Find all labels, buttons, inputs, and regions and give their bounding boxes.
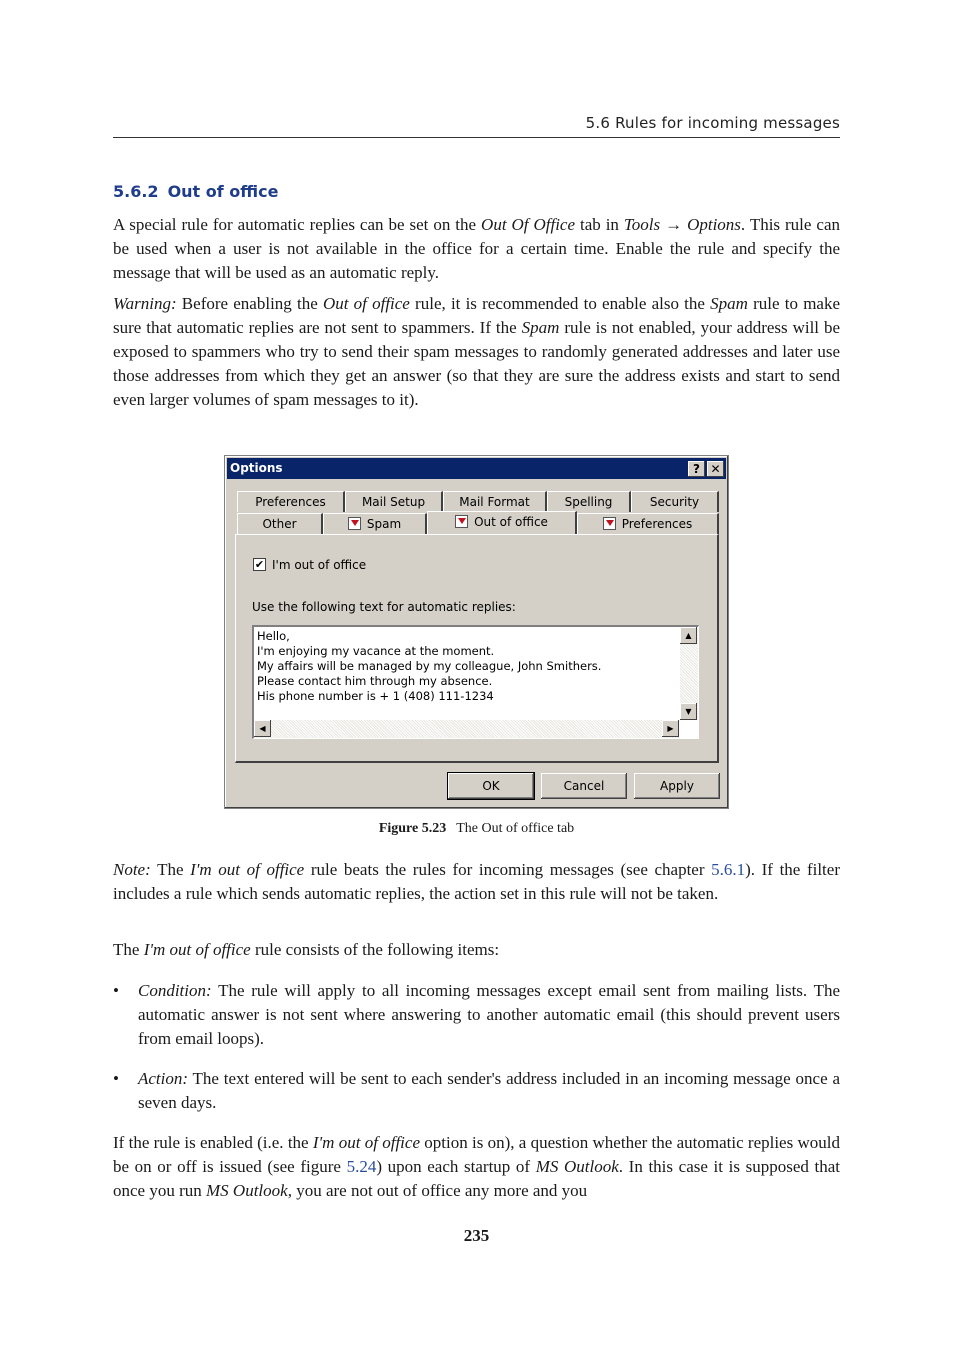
rule-name: Spam xyxy=(521,318,560,337)
scroll-left-icon[interactable]: ◀ xyxy=(254,720,271,737)
tab-label: Preferences xyxy=(621,517,693,531)
dialog-title: Options xyxy=(230,461,283,475)
tab-other[interactable]: Other xyxy=(237,513,323,534)
text: rule, it is recommended to enable also the xyxy=(409,294,711,313)
out-of-office-checkbox[interactable]: ✔ xyxy=(254,558,265,571)
figure-label: Figure 5.23 xyxy=(378,821,447,836)
tab-name: Out Of Office xyxy=(481,215,576,234)
text: ). If the filter includes a rule which sends automatic replies, the action set in this rule will not be taken. xyxy=(113,860,840,903)
item-text: The text entered will be sent to each sender's address included in an incoming message once a seven days. xyxy=(138,1069,840,1112)
reply-line: I'm enjoying my vacance at the moment. xyxy=(257,644,495,658)
reply-label: Use the following text for automatic replies: xyxy=(252,600,516,614)
section-heading xyxy=(113,182,278,201)
list-item-body xyxy=(138,1067,840,1115)
tab-preferences-2[interactable] xyxy=(577,513,719,534)
text: option is on), a question whether the automatic replies would be on or off is issued (see figure xyxy=(113,1133,841,1176)
text: , you are not out of office any more and you xyxy=(287,1181,588,1200)
help-button[interactable]: ? xyxy=(688,461,705,477)
figure-caption xyxy=(113,821,840,837)
note-label: Note: xyxy=(113,860,151,879)
tab-mail-setup[interactable]: Mail Setup xyxy=(345,491,443,512)
menu-path: Tools → Options xyxy=(623,215,741,234)
item-label: Condition: xyxy=(138,981,212,1000)
text: If the rule is enabled (i.e. the xyxy=(113,1133,313,1152)
rule-name: Spam xyxy=(710,294,748,313)
options-dialog xyxy=(224,455,729,809)
shield-icon xyxy=(455,515,468,528)
figure-link[interactable]: 5.24 xyxy=(346,1157,377,1176)
rule-name: I'm out of office xyxy=(190,860,305,879)
warning-label: Warning: xyxy=(113,294,177,313)
figure-caption-text: The Out of office tab xyxy=(456,821,575,836)
item-label: Action: xyxy=(138,1069,189,1088)
app-name: MS Outlook xyxy=(206,1181,288,1200)
paragraph-warning xyxy=(113,292,840,412)
list-item-condition xyxy=(113,979,840,1051)
app-name: MS Outlook xyxy=(535,1157,619,1176)
scroll-up-icon[interactable]: ▲ xyxy=(680,627,697,644)
text: rule consists of the following items: xyxy=(250,940,500,959)
text: The xyxy=(150,860,191,879)
horizontal-scrollbar[interactable] xyxy=(254,720,679,738)
list-item-action xyxy=(113,1067,840,1115)
text: rule beats the rules for incoming messages (see chapter xyxy=(304,860,712,879)
tab-mail-format[interactable]: Mail Format xyxy=(443,491,547,512)
header-rule xyxy=(113,137,840,138)
running-head: 5.6 Rules for incoming messages xyxy=(585,114,840,132)
section-number: 5.6.2 xyxy=(113,182,159,201)
dialog-titlebar xyxy=(227,458,726,479)
text: . In this case it is supposed that once you run xyxy=(113,1157,840,1200)
reply-line: Hello, xyxy=(257,629,290,643)
tab-spelling[interactable]: Spelling xyxy=(547,491,631,512)
page-number: 235 xyxy=(463,1226,490,1245)
close-button[interactable]: ✕ xyxy=(707,461,724,477)
scroll-down-icon[interactable]: ▼ xyxy=(680,703,697,720)
apply-button[interactable]: Apply xyxy=(634,773,720,799)
tab-preferences[interactable]: Preferences xyxy=(237,491,345,512)
text: tab in xyxy=(575,215,624,234)
tab-label: Out of office xyxy=(474,515,548,529)
text: The xyxy=(113,940,144,959)
tab-spam[interactable] xyxy=(323,513,427,534)
tab-label: Spam xyxy=(366,517,402,531)
section-title: Out of office xyxy=(167,182,279,201)
bullet-icon: • xyxy=(113,981,119,1000)
text: . This rule can be used when a user is not available in the office for a certain time. Enable the rule and specify the message that will be used as an automatic reply. xyxy=(113,215,841,282)
text: rule to make sure that automatic replies are not sent to spammers. If the xyxy=(113,294,841,337)
rule-name: I'm out of office xyxy=(143,940,251,959)
vertical-scrollbar[interactable] xyxy=(680,627,698,720)
tab-security[interactable]: Security xyxy=(631,491,719,512)
ok-button[interactable]: OK xyxy=(448,773,534,799)
text: rule is not enabled, your address will be exposed to spammers who try to send their spam messages to randomly generated addresses and later use those addresses from which they get an answer (so that they are sure the address exists and start to send even larger volumes of spam messages to it). xyxy=(113,318,840,409)
bullet-icon: • xyxy=(113,1069,119,1088)
shield-icon xyxy=(603,517,616,530)
item-text: The rule will apply to all incoming messages except email sent from mailing lists. The automatic answer is not sent where answering to another automatic email (this should prevent users from email loops). xyxy=(138,981,840,1048)
reply-line: His phone number is + 1 (408) 111-1234 xyxy=(257,689,494,703)
chapter-link[interactable]: 5.6.1 xyxy=(711,860,746,879)
text: Before enabling the xyxy=(176,294,323,313)
text: ) upon each startup of xyxy=(376,1157,536,1176)
checkbox-label: I'm out of office xyxy=(272,558,367,572)
reply-textarea[interactable] xyxy=(252,625,699,739)
list-item-body xyxy=(138,979,840,1051)
paragraph-note xyxy=(113,858,840,906)
reply-line: Please contact him through my absence. xyxy=(257,674,493,688)
option-name: I'm out of office xyxy=(312,1133,420,1152)
text: A special rule for automatic replies can be set on the xyxy=(113,215,482,234)
reply-text xyxy=(257,629,601,704)
scroll-right-icon[interactable]: ▶ xyxy=(662,720,679,737)
tab-panel xyxy=(235,534,719,763)
shield-icon xyxy=(348,517,361,530)
rule-name: Out of office xyxy=(322,294,410,313)
paragraph-items-intro xyxy=(113,938,840,962)
paragraph-startup xyxy=(113,1131,840,1203)
cancel-button[interactable]: Cancel xyxy=(541,773,627,799)
tab-out-of-office[interactable] xyxy=(427,511,577,534)
paragraph-intro xyxy=(113,213,840,285)
reply-line: My affairs will be managed by my colleague, John Smithers. xyxy=(257,659,602,673)
